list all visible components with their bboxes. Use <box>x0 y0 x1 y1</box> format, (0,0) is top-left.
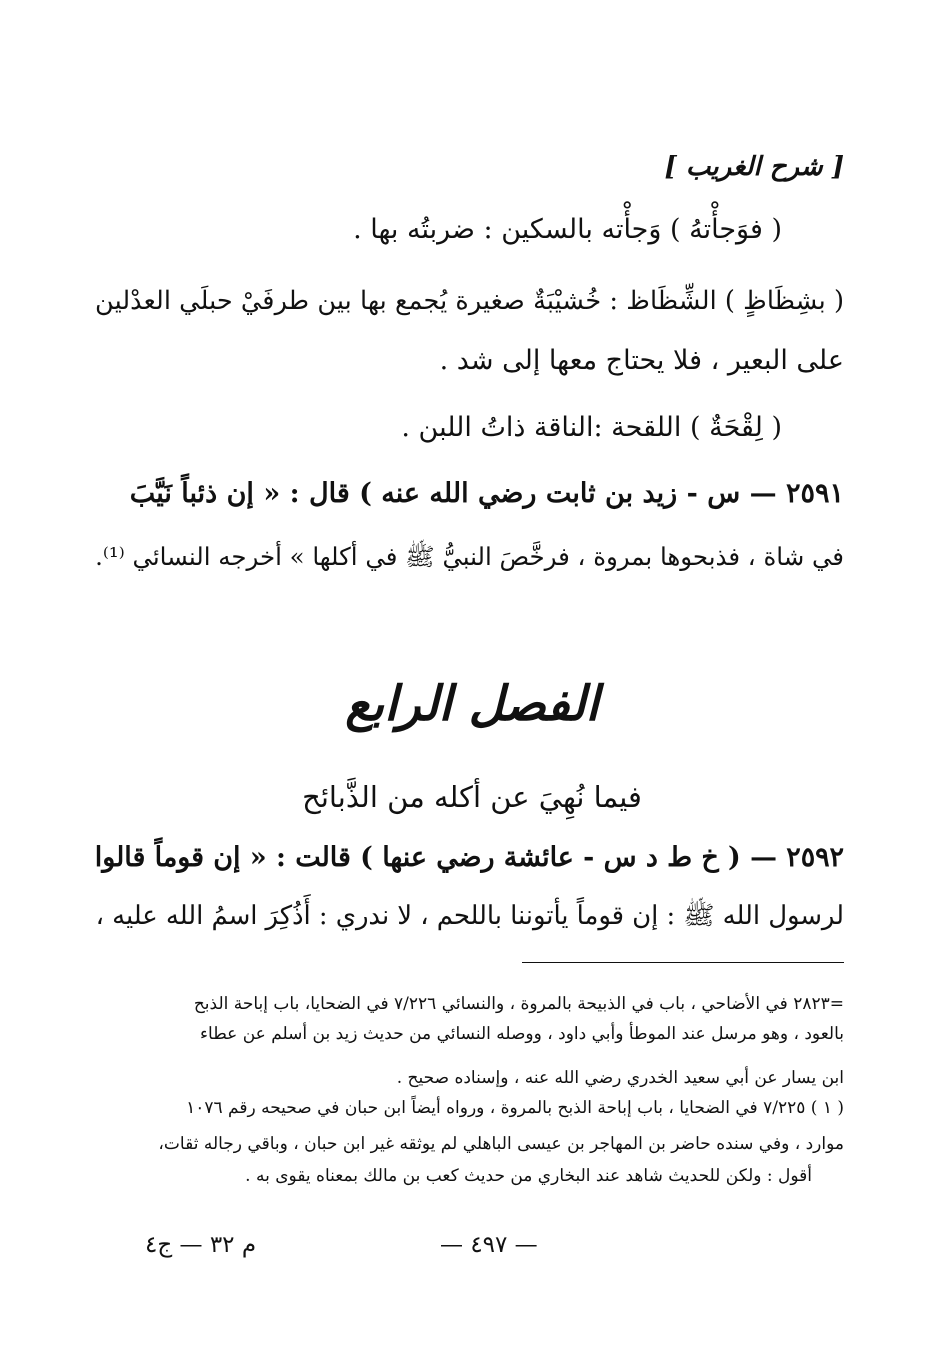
footnote-line-6: أقول : ولكن للحديث شاهد عند البخاري من حديث كعب بن مالك بمعناه يقوى به . <box>245 1166 812 1186</box>
gloss-line-3: على البعير ، فلا يحتاج معها إلى شد . <box>439 345 844 376</box>
footnote-line-5: موارد ، وفي سنده حاضر بن المهاجر بن عيسى الباهلي لم يوثقه غير ابن حبان ، وباقي رجاله ثقات، <box>158 1134 844 1154</box>
footnote-line-3: ابن يسار عن أبي سعيد الخدري رضي الله عنه ، وإسناده صحيح . <box>396 1068 844 1088</box>
gloss-line-4: ( لِقْحَةٌ ) اللقحة :الناقة ذاتُ اللبن . <box>401 412 782 443</box>
gloss-line-1: ( فوَجأْتهُ ) وَجأْته بالسكين : ضربتُه بها . <box>353 214 782 245</box>
page-number: — ٤٩٧ — <box>440 1232 538 1258</box>
footnote-line-4: ( ١ ) ٧/٢٢٥ في الضحايا ، باب إباحة الذبح بالمروة ، ورواه أيضاً ابن حبان في صحيحه رقم ١٠٧٦ <box>186 1098 844 1118</box>
footnote-separator <box>522 962 844 963</box>
hadith-2592-line-1: ٢٥٩٢ — ( خ ط د س - عائشة رضي عنها ) قالت : « إن قوماً قالوا <box>94 842 844 873</box>
gloss-line-2: ( بشِظَاظٍ ) الشِّظَاظ : خُشيْبَةٌ صغيرة يُجمع بها بين طرفَيْ حبلَي العدْلين <box>95 286 844 316</box>
hadith-2592-line-2: لرسول الله ﷺ : إن قوماً يأتوننا باللحم ، لا ندري : أَذُكِرَ اسمُ الله عليه ، <box>95 901 844 931</box>
hadith-2591-line-2: في شاة ، فذبحوها بمروة ، فرخَّصَ النبيُّ ﷺ في أكلها » أخرجه النسائي ⁽¹⁾. <box>95 542 844 571</box>
chapter-title: الفصل الرابع <box>345 676 599 732</box>
footnote-line-2: بالعود ، وهو مرسل عند الموطأ وأبي داود ، ووصله النسائي من حديث زيد بن أسلم عن عطاء <box>200 1024 844 1044</box>
chapter-subtitle: فيما نُهِيَ عن أكله من الذَّبائح <box>302 780 642 814</box>
volume-mark: م ٣٢ — ج٤ <box>145 1232 257 1258</box>
gloss-header: [ شرح الغريب ] <box>664 152 844 182</box>
hadith-2591-line-1: ٢٥٩١ — س - زيد بن ثابت رضي الله عنه ) قال : « إن ذئباً نَيَّبَ <box>129 478 844 509</box>
footnote-line-1: =٢٨٢٣ في الأضاحي ، باب في الذبيحة بالمروة ، والنسائي ٧/٢٢٦ في الضحايا، باب إباحة الذبح <box>193 994 844 1014</box>
